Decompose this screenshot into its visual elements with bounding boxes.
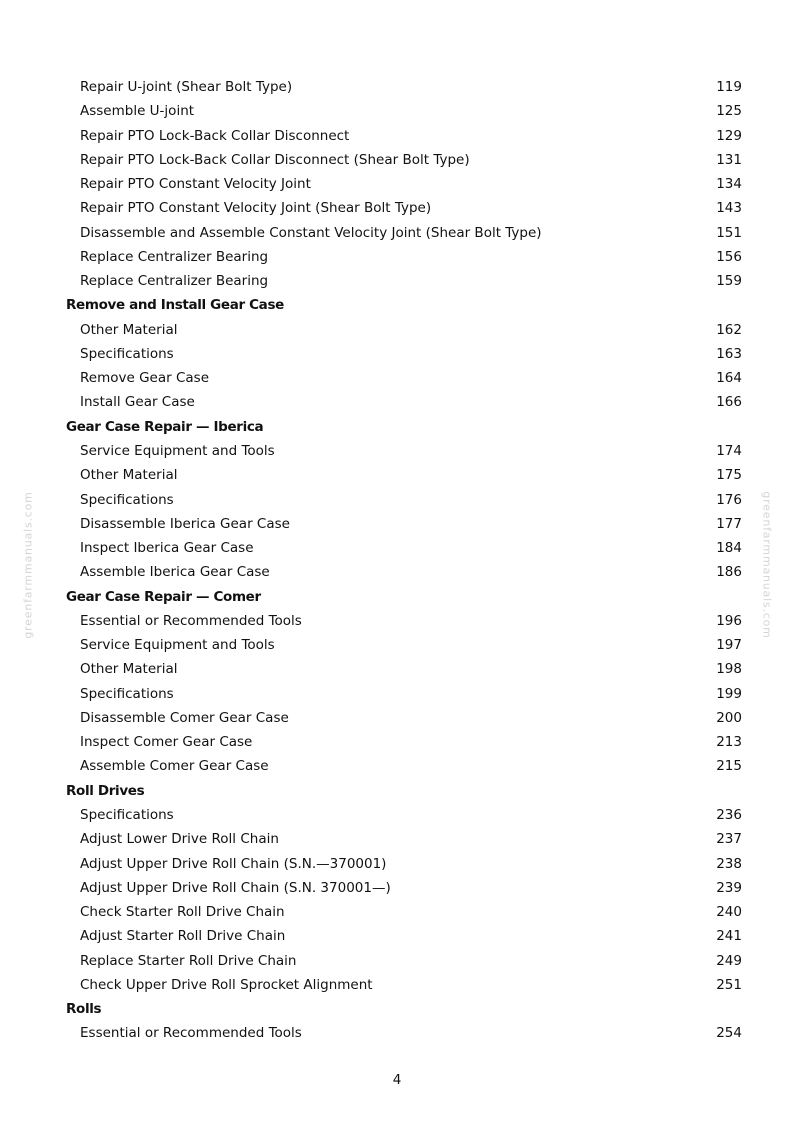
toc-entry[interactable] <box>0 269 794 293</box>
toc-entry-page: 240 <box>716 904 742 921</box>
toc-entry-title: Repair PTO Lock-Back Collar Disconnect (Shear Bolt Type) <box>80 151 470 168</box>
toc-entry[interactable] <box>0 876 794 900</box>
toc-entry[interactable] <box>0 488 794 512</box>
toc-entry[interactable] <box>0 245 794 269</box>
toc-entry-page: 184 <box>716 540 742 557</box>
toc-entry-title: Specifications <box>80 345 174 362</box>
toc-entry[interactable] <box>0 803 794 827</box>
toc-entry[interactable] <box>0 221 794 245</box>
toc-entry-page: 166 <box>716 394 742 411</box>
toc-entry-page: 200 <box>716 709 742 726</box>
toc-entry[interactable] <box>0 827 794 851</box>
toc-entry-title: Check Upper Drive Roll Sprocket Alignment <box>80 976 373 993</box>
toc-entry-title: Essential or Recommended Tools <box>80 612 302 629</box>
toc-entry[interactable] <box>0 390 794 414</box>
toc-entry-title: Repair PTO Lock-Back Collar Disconnect <box>80 127 350 144</box>
toc-entry-page: 236 <box>716 806 742 823</box>
toc-entry-page: 251 <box>716 976 742 993</box>
toc-entry-title: Disassemble and Assemble Constant Velocity Joint (Shear Bolt Type) <box>80 224 542 241</box>
toc-entry[interactable] <box>0 560 794 584</box>
toc-entry[interactable] <box>0 852 794 876</box>
toc-entry[interactable] <box>0 949 794 973</box>
toc-entry-page: 175 <box>716 467 742 484</box>
toc-entry[interactable] <box>0 900 794 924</box>
toc-entry-page: 237 <box>716 831 742 848</box>
toc-entry-title: Adjust Upper Drive Roll Chain (S.N.—370001) <box>80 855 387 872</box>
toc-entry-title: Assemble Iberica Gear Case <box>80 564 270 581</box>
toc-section-heading[interactable] <box>0 415 794 439</box>
toc-entry[interactable] <box>0 172 794 196</box>
toc-entry[interactable] <box>0 463 794 487</box>
toc-entry[interactable] <box>0 706 794 730</box>
toc-entry-title: Assemble U-joint <box>80 103 195 120</box>
toc-entry-title: Replace Centralizer Bearing <box>80 273 269 290</box>
toc-entry-title: Disassemble Comer Gear Case <box>80 709 289 726</box>
toc-entry-title: Repair PTO Constant Velocity Joint (Shear Bolt Type) <box>80 200 432 217</box>
toc-entry[interactable] <box>0 924 794 948</box>
toc-entry-title: Service Equipment and Tools <box>80 442 275 459</box>
toc-entry-title: Adjust Upper Drive Roll Chain (S.N. 370001—) <box>80 879 391 896</box>
toc-entry-page: 176 <box>716 491 742 508</box>
toc-entry-title: Adjust Lower Drive Roll Chain <box>80 831 279 848</box>
toc-entry-page: 129 <box>716 127 742 144</box>
toc-entry-title: Essential or Recommended Tools <box>80 1025 302 1042</box>
toc-entry-page: 238 <box>716 855 742 872</box>
toc-entry[interactable] <box>0 124 794 148</box>
toc-entry-title: Check Starter Roll Drive Chain <box>80 904 285 921</box>
toc-entry-title: Repair U-joint (Shear Bolt Type) <box>80 79 293 95</box>
toc-entry[interactable] <box>0 75 794 99</box>
toc-entry[interactable] <box>0 609 794 633</box>
toc-entry-page: 254 <box>716 1025 742 1042</box>
toc-entry[interactable] <box>0 512 794 536</box>
toc-entry-title: Adjust Starter Roll Drive Chain <box>80 928 286 945</box>
toc-heading-title: Gear Case Repair — Iberica <box>66 418 264 435</box>
toc-entry[interactable] <box>0 973 794 997</box>
toc-entry-title: Service Equipment and Tools <box>80 637 275 654</box>
toc-entry-title: Other Material <box>80 467 178 484</box>
toc-entry-title: Other Material <box>80 661 178 678</box>
toc-entry-page: 134 <box>716 176 742 193</box>
toc-entry-page: 239 <box>716 879 742 896</box>
toc-entry-title: Install Gear Case <box>80 394 195 411</box>
toc-entry-page: 119 <box>716 79 742 95</box>
toc-entry[interactable] <box>0 196 794 220</box>
toc-entry-page: 177 <box>716 515 742 532</box>
toc-entry-page: 151 <box>716 224 742 241</box>
toc-entry-page: 156 <box>716 248 742 265</box>
toc-entry-page: 164 <box>716 370 742 387</box>
toc-entry[interactable] <box>0 366 794 390</box>
toc-section-heading[interactable] <box>0 293 794 317</box>
toc-entry-title: Inspect Comer Gear Case <box>80 734 253 751</box>
toc-entry-title: Replace Centralizer Bearing <box>80 248 269 265</box>
toc-entry-page: 131 <box>716 151 742 168</box>
toc-entry-title: Disassemble Iberica Gear Case <box>80 515 290 532</box>
toc-entry-page: 199 <box>716 685 742 702</box>
toc-entry-page: 163 <box>716 345 742 362</box>
toc-entry-page: 249 <box>716 952 742 969</box>
watermark-left: greenfarmmanuals.com <box>21 491 35 639</box>
toc-entry[interactable] <box>0 318 794 342</box>
toc-entry-page: 213 <box>716 734 742 751</box>
toc-entry-page: 197 <box>716 637 742 654</box>
toc-section-heading[interactable] <box>0 997 794 1021</box>
toc-entry-title: Remove Gear Case <box>80 370 209 387</box>
toc-entry[interactable] <box>0 1021 794 1045</box>
toc-entry-page: 125 <box>716 103 742 120</box>
toc-entry-title: Specifications <box>80 806 174 823</box>
toc-entry-title: Specifications <box>80 685 174 702</box>
toc-heading-title: Gear Case Repair — Comer <box>66 588 261 605</box>
toc-entry-title: Repair PTO Constant Velocity Joint <box>80 176 311 193</box>
toc-entry[interactable] <box>0 99 794 123</box>
page-number: 4 <box>392 1072 402 1088</box>
toc-heading-title: Rolls <box>66 1001 102 1018</box>
toc-entry-title: Replace Starter Roll Drive Chain <box>80 952 297 969</box>
table-of-contents <box>0 75 794 1046</box>
toc-entry-title: Assemble Comer Gear Case <box>80 758 269 775</box>
toc-entry-page: 143 <box>716 200 742 217</box>
toc-entry[interactable] <box>0 342 794 366</box>
toc-entry-page: 162 <box>716 321 742 338</box>
toc-entry[interactable] <box>0 682 794 706</box>
toc-entry-page: 186 <box>716 564 742 581</box>
toc-entry-title: Specifications <box>80 491 174 508</box>
toc-entry-page: 174 <box>716 442 742 459</box>
toc-entry-page: 215 <box>716 758 742 775</box>
toc-section-heading[interactable] <box>0 779 794 803</box>
toc-entry[interactable] <box>0 536 794 560</box>
toc-section-heading[interactable] <box>0 585 794 609</box>
toc-entry-title: Inspect Iberica Gear Case <box>80 540 254 557</box>
toc-entry-page: 241 <box>716 928 742 945</box>
toc-entry[interactable] <box>0 148 794 172</box>
toc-entry[interactable] <box>0 439 794 463</box>
toc-entry[interactable] <box>0 633 794 657</box>
toc-entry[interactable] <box>0 657 794 681</box>
toc-entry[interactable] <box>0 754 794 778</box>
toc-heading-title: Roll Drives <box>66 782 145 799</box>
watermark-right: greenfarmmanuals.com <box>760 491 774 639</box>
toc-entry[interactable] <box>0 730 794 754</box>
toc-entry-page: 159 <box>716 273 742 290</box>
toc-entry-title: Other Material <box>80 321 178 338</box>
toc-entry-page: 196 <box>716 612 742 629</box>
toc-heading-title: Remove and Install Gear Case <box>66 297 284 314</box>
toc-entry-page: 198 <box>716 661 742 678</box>
